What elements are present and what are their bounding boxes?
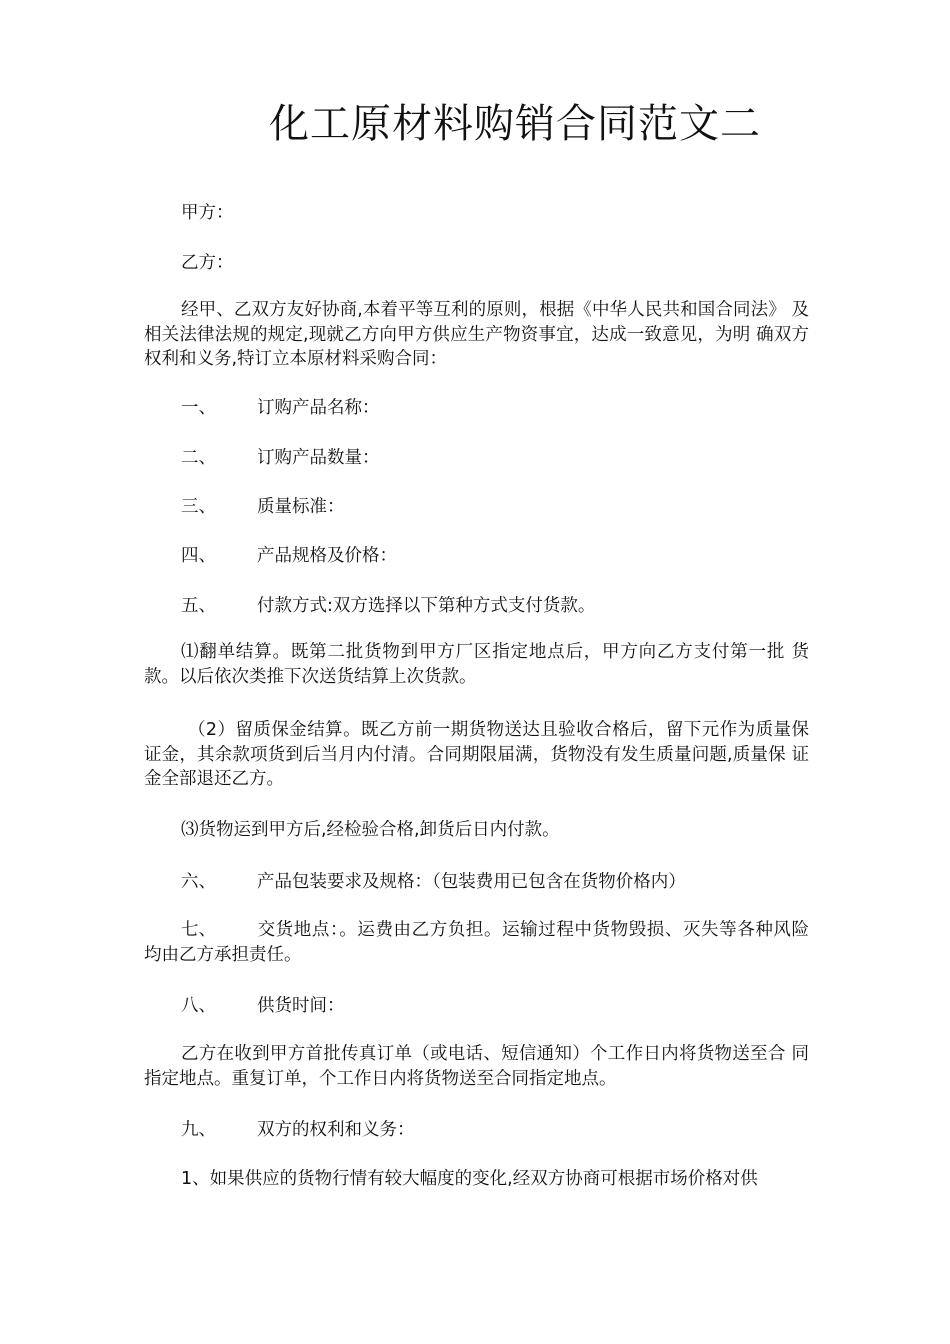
payment-option-1: ⑴翻单结算。既第二批货物到甲方厂区指定地点后，甲方向乙方支付第一批 货款。以后依次类推下次送货结算上次货款。: [144, 642, 809, 687]
intro-paragraph: 经甲、乙双方友好协商,本着平等互利的原则，根据《中华人民共和国合同法》 及相关法律法规的规定,现就乙方向甲方供应生产物资事宜，达成一致意见，为明 确双方权利和义务,特订立本原材料采购合同：: [144, 300, 809, 369]
item-1: [181, 396, 380, 420]
clause-1: 1、如果供应的货物行情有较大幅度的变化,经双方协商可根据市场价格对供: [181, 1169, 758, 1189]
delivery-paragraph: 乙方在收到甲方首批传真订单（或电话、短信通知）个工作日内将货物送至合 同指定地点。重复订单，个工作日内将货物送至合同指定地点。: [144, 1044, 809, 1089]
item-number: 五、: [181, 596, 216, 616]
item-text: 产品规格及价格：: [257, 546, 397, 566]
item-text: 双方的权利和义务：: [257, 1120, 415, 1140]
party-b-label: 乙方：: [181, 253, 234, 273]
item-number: 四、: [181, 546, 216, 566]
payment-option-2: （2）留质保金结算。既乙方前一期货物送达且验收合格后，留下元作为质量保 证金，其余款项货到后当月内付清。合同期限届满，货物没有发生质量问题,质量保 证金全部退还乙方。: [144, 720, 809, 789]
item-8: [181, 994, 345, 1018]
item-text: 订购产品名称：: [257, 398, 380, 418]
item-text: 供货时间：: [257, 996, 345, 1016]
item-number: 二、: [181, 448, 216, 468]
document-title: 化工原材料购销合同范文二: [269, 101, 761, 147]
item-text: 产品包装要求及规格：（包装费用已包含在货物价格内）: [257, 872, 686, 892]
item-number: 六、: [181, 872, 216, 892]
item-9: [181, 1118, 415, 1142]
item-text: 付款方式:双方选择以下第种方式支付货款。: [257, 596, 596, 616]
item-number: 八、: [181, 996, 216, 1016]
item-number: 七、: [181, 920, 216, 940]
item-3: [181, 495, 345, 519]
item-7: [144, 918, 809, 967]
item-5: [181, 594, 595, 618]
item-text: 订购产品数量：: [257, 448, 380, 468]
item-4: [181, 544, 397, 568]
party-a-label: 甲方：: [181, 203, 234, 223]
item-6: [181, 870, 686, 894]
payment-option-3: ⑶货物运到甲方后,经检验合格,卸货后日内付款。: [181, 820, 560, 840]
item-number: 九、: [181, 1120, 216, 1140]
item-text: 交货地点：。运费由乙方负担。运输过程中货物毁损、灭失等各种风险 均由乙方承担责任。: [144, 920, 809, 965]
item-number: 三、: [181, 497, 216, 517]
item-number: 一、: [181, 398, 216, 418]
item-2: [181, 446, 380, 470]
item-text: 质量标准：: [257, 497, 345, 517]
